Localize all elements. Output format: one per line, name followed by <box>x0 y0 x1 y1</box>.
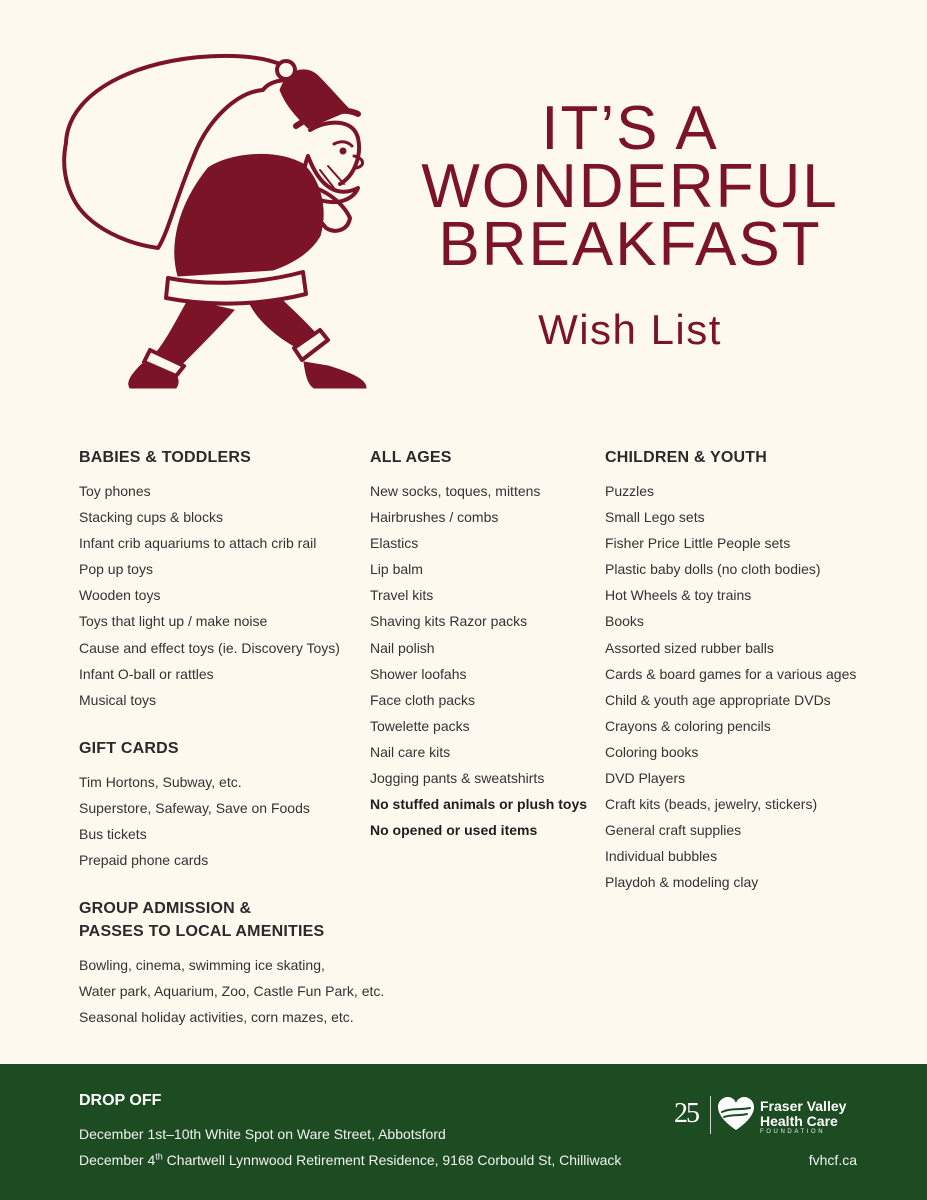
note-item: No opened or used items <box>370 822 538 839</box>
group-list <box>79 952 385 1030</box>
title-line: BREAKFAST <box>438 210 822 279</box>
list-item: Plastic baby dolls (no cloth bodies) <box>605 561 821 578</box>
title-block <box>400 94 860 354</box>
list-item: Crayons & coloring pencils <box>605 717 771 734</box>
list-item: Water park, Aquarium, Zoo, Castle Fun Park, etc. <box>79 983 385 1000</box>
note-item: No stuffed animals or plush toys <box>370 796 588 813</box>
section-heading: BABIES & TODDLERS <box>79 449 252 466</box>
section-heading-line: GROUP ADMISSION & <box>79 900 252 918</box>
santa-illustration <box>58 48 388 393</box>
drop-off-date: December 4 <box>79 1152 156 1168</box>
list-item: Bowling, cinema, swimming ice skating, <box>79 957 325 974</box>
list-item: Individual bubbles <box>605 848 718 865</box>
drop-off-heading: DROP OFF <box>79 1092 162 1109</box>
list-item: Stacking cups & blocks <box>79 509 223 526</box>
logo-divider <box>710 1096 711 1134</box>
ordinal-suffix: th <box>155 1151 163 1162</box>
list-item: Shaving kits Razor packs <box>370 613 528 630</box>
list-item: DVD Players <box>605 770 686 787</box>
list-item: Toy phones <box>79 483 151 499</box>
list-item: Books <box>605 613 644 630</box>
section-heading: GIFT CARDS <box>79 739 179 757</box>
list-item: Towelette packs <box>370 717 470 734</box>
list-item: Travel kits <box>370 587 434 604</box>
column-left <box>79 446 385 1031</box>
drop-off-line <box>79 1152 621 1168</box>
list-item: Cause and effect toys (ie. Discovery Toys) <box>79 639 340 656</box>
foundation-logo <box>674 1094 864 1138</box>
column-middle <box>370 446 595 843</box>
list-item: Bus tickets <box>79 826 147 843</box>
list-item: Nail polish <box>370 639 435 656</box>
list-item: Face cloth packs <box>370 691 476 708</box>
list-item: Lip balm <box>370 561 423 578</box>
children-list <box>605 478 905 896</box>
list-item: Coloring books <box>605 743 699 760</box>
logo-name-line: Fraser Valley <box>760 1098 847 1114</box>
list-item: Infant O-ball or rattles <box>79 665 214 682</box>
list-item: Pop up toys <box>79 561 153 578</box>
list-item: Hot Wheels & toy trains <box>605 587 752 604</box>
anniversary-number: 25 <box>674 1098 698 1129</box>
list-item: New socks, toques, mittens <box>370 483 541 499</box>
drop-off-location: Chartwell Lynnwood Retirement Residence, 9168 Corbould St, Chilliwack <box>162 1152 622 1168</box>
list-item: Wooden toys <box>79 587 161 604</box>
list-item: Cards & board games for a various ages <box>605 665 857 682</box>
babies-list <box>79 478 359 713</box>
list-item: Fisher Price Little People sets <box>605 535 791 552</box>
list-item: Tim Hortons, Subway, etc. <box>79 773 242 790</box>
list-item: Infant crib aquariums to attach crib rail <box>79 535 317 552</box>
list-item: Superstore, Safeway, Save on Foods <box>79 799 310 816</box>
logo-name-line: Health Care <box>760 1113 838 1129</box>
footer <box>0 1064 927 1200</box>
logo-name <box>760 1099 846 1129</box>
section-heading <box>79 897 359 943</box>
list-item: Child & youth age appropriate DVDs <box>605 691 831 708</box>
list-item: Jogging pants & sweatshirts <box>370 770 545 787</box>
heart-hand-icon <box>716 1096 756 1132</box>
list-item: Playdoh & modeling clay <box>605 874 759 891</box>
list-item: Musical toys <box>79 691 157 708</box>
list-item: Nail care kits <box>370 743 451 760</box>
list-item: Seasonal holiday activities, corn mazes, etc. <box>79 1009 354 1026</box>
title-line: IT’S A <box>541 94 719 163</box>
title-line: WONDERFUL <box>421 152 839 221</box>
drop-off-line: December 1st–10th White Spot on Ware Street, Abbotsford <box>79 1126 446 1142</box>
section-heading-line: PASSES TO LOCAL AMENITIES <box>79 923 325 941</box>
section-heading: ALL AGES <box>370 449 452 466</box>
list-item: Toys that light up / make noise <box>79 613 268 630</box>
all-ages-list <box>370 478 595 843</box>
list-item: Puzzles <box>605 483 655 499</box>
list-item: Elastics <box>370 535 419 552</box>
list-item: Shower loofahs <box>370 665 467 682</box>
website-link[interactable]: fvhcf.ca <box>808 1152 857 1168</box>
section-heading: CHILDREN & YOUTH <box>605 449 768 466</box>
list-item: Assorted sized rubber balls <box>605 639 774 656</box>
list-item: Prepaid phone cards <box>79 852 209 869</box>
logo-subtitle: FOUNDATION <box>760 1129 826 1135</box>
list-item: Hairbrushes / combs <box>370 509 499 526</box>
column-right <box>605 446 905 896</box>
list-item: General craft supplies <box>605 822 742 839</box>
subtitle: Wish List <box>538 306 722 353</box>
list-item: Small Lego sets <box>605 509 705 526</box>
gift-cards-list <box>79 769 359 873</box>
list-item: Craft kits (beads, jewelry, stickers) <box>605 796 818 813</box>
